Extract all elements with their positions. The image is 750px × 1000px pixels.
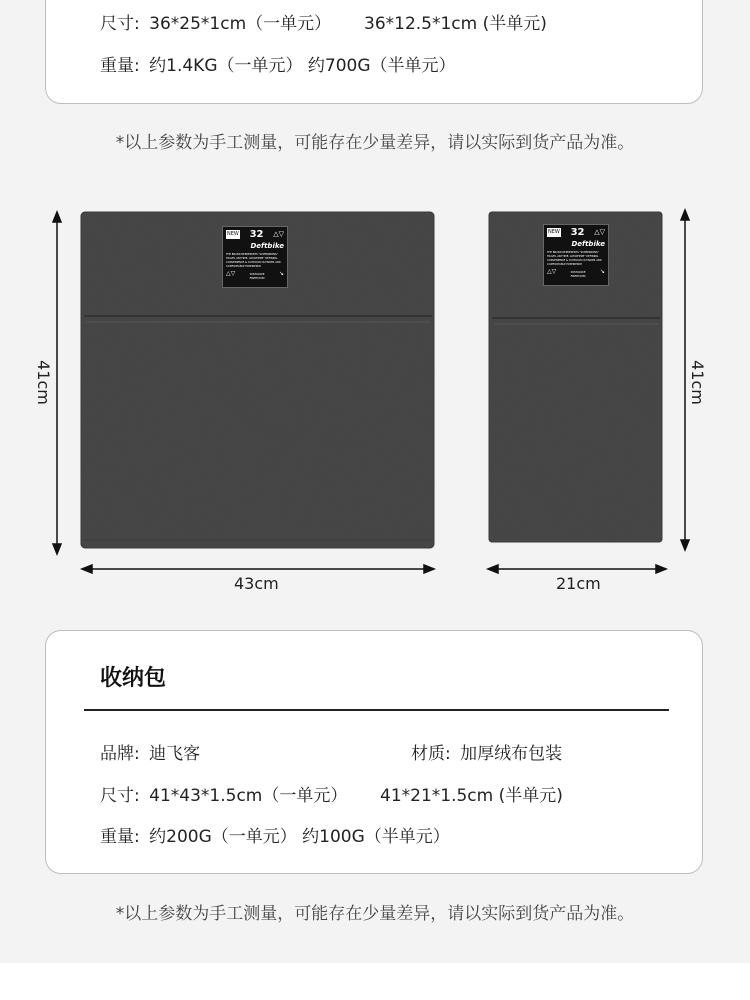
tag-brand: Deftbike bbox=[571, 240, 605, 248]
tag-line-1: THE BRAND REPRESENTS "SUPERRIDING" bbox=[547, 251, 600, 254]
tag-line-2: TRAVEL ANYTIME, ANYWHERE" DEFINING bbox=[547, 255, 599, 258]
material-value: 加厚绒布包装 bbox=[460, 744, 563, 764]
size-label: 尺寸: bbox=[100, 786, 140, 806]
weight-label: 重量: bbox=[100, 827, 140, 847]
size-value-full: 36*25*1cm（一单元） bbox=[149, 14, 332, 34]
tag-line-4: COMFORTABLE EXPERIENCE bbox=[547, 263, 582, 266]
tag-number: 32 bbox=[249, 229, 264, 240]
tag-number: 32 bbox=[570, 227, 585, 238]
dimension-arrows bbox=[0, 200, 750, 600]
weight-value: 约200G（一单元） 约100G（半单元） bbox=[149, 827, 450, 847]
material-label: 材质: bbox=[411, 744, 451, 764]
weight-value: 约1.4KG（一单元） 约700G（半单元） bbox=[149, 56, 456, 76]
tag-footer-2: FREEDOM bbox=[249, 276, 265, 280]
small-pouch-tag: NEW 32 △▽ Deftbike THE BRAND REPRESENTS "SUPERRIDING" TRAVEL ANYTIME, ANYWHERE" DEFINING CONVENIENCE & OUTDOOR OUTSIDER AND COMFORTABLE EXPERIENCE △▽ DISTANCE FREEDOM ↘ bbox=[543, 224, 609, 286]
spec-card-storage-bag bbox=[45, 630, 703, 874]
size-label: 尺寸: bbox=[100, 14, 140, 34]
weight-row bbox=[100, 822, 450, 847]
brand-label: 品牌: bbox=[100, 744, 140, 764]
size-row bbox=[100, 9, 331, 34]
disclaimer-note-bottom: *以上参数为手工测量，可能存在少量差异，请以实际到货产品为准。 bbox=[115, 904, 635, 924]
spec-card-top bbox=[45, 0, 703, 104]
size-value-full: 41*43*1.5cm（一单元） bbox=[149, 786, 348, 806]
size-value-half: 41*21*1.5cm (半单元) bbox=[380, 786, 563, 806]
size-row bbox=[100, 781, 347, 806]
tag-line-1: THE BRAND REPRESENTS "SUPERRIDING" bbox=[226, 253, 279, 256]
small-height-label: 41cm bbox=[687, 360, 707, 405]
bottom-band bbox=[0, 963, 750, 1000]
tag-footer-1: DISTANCE bbox=[570, 270, 586, 274]
tag-line-2: TRAVEL ANYTIME, ANYWHERE" DEFINING bbox=[226, 257, 278, 260]
large-height-label: 41cm bbox=[33, 360, 53, 405]
disclaimer-note-top: *以上参数为手工测量，可能存在少量差异，请以实际到货产品为准。 bbox=[115, 133, 635, 153]
material-row bbox=[411, 739, 562, 764]
tag-footer-1: DISTANCE bbox=[249, 272, 265, 276]
tag-line-3: CONVENIENCE & OUTDOOR OUTSIDER AND bbox=[226, 261, 281, 264]
tag-line-3: CONVENIENCE & OUTDOOR OUTSIDER AND bbox=[547, 259, 602, 262]
section-title: 收纳包 bbox=[100, 666, 167, 691]
large-width-label: 43cm bbox=[234, 574, 279, 593]
brand-row bbox=[100, 739, 200, 764]
weight-row bbox=[100, 51, 456, 76]
brand-value: 迪飞客 bbox=[149, 744, 201, 764]
small-width-label: 21cm bbox=[556, 574, 601, 593]
title-divider bbox=[84, 709, 669, 711]
tag-line-4: COMFORTABLE EXPERIENCE bbox=[226, 265, 261, 268]
weight-label: 重量: bbox=[100, 56, 140, 76]
large-pouch-tag: NEW 32 △▽ Deftbike THE BRAND REPRESENTS "SUPERRIDING" TRAVEL ANYTIME, ANYWHERE" DEFINING CONVENIENCE & OUTDOOR OUTSIDER AND COMFORTABLE EXPERIENCE △▽ DISTANCE FREEDOM ↘ bbox=[222, 226, 288, 288]
tag-brand: Deftbike bbox=[250, 242, 284, 250]
size-value-half: 36*12.5*1cm (半单元) bbox=[364, 14, 547, 34]
tag-footer-2: FREEDOM bbox=[570, 274, 586, 278]
